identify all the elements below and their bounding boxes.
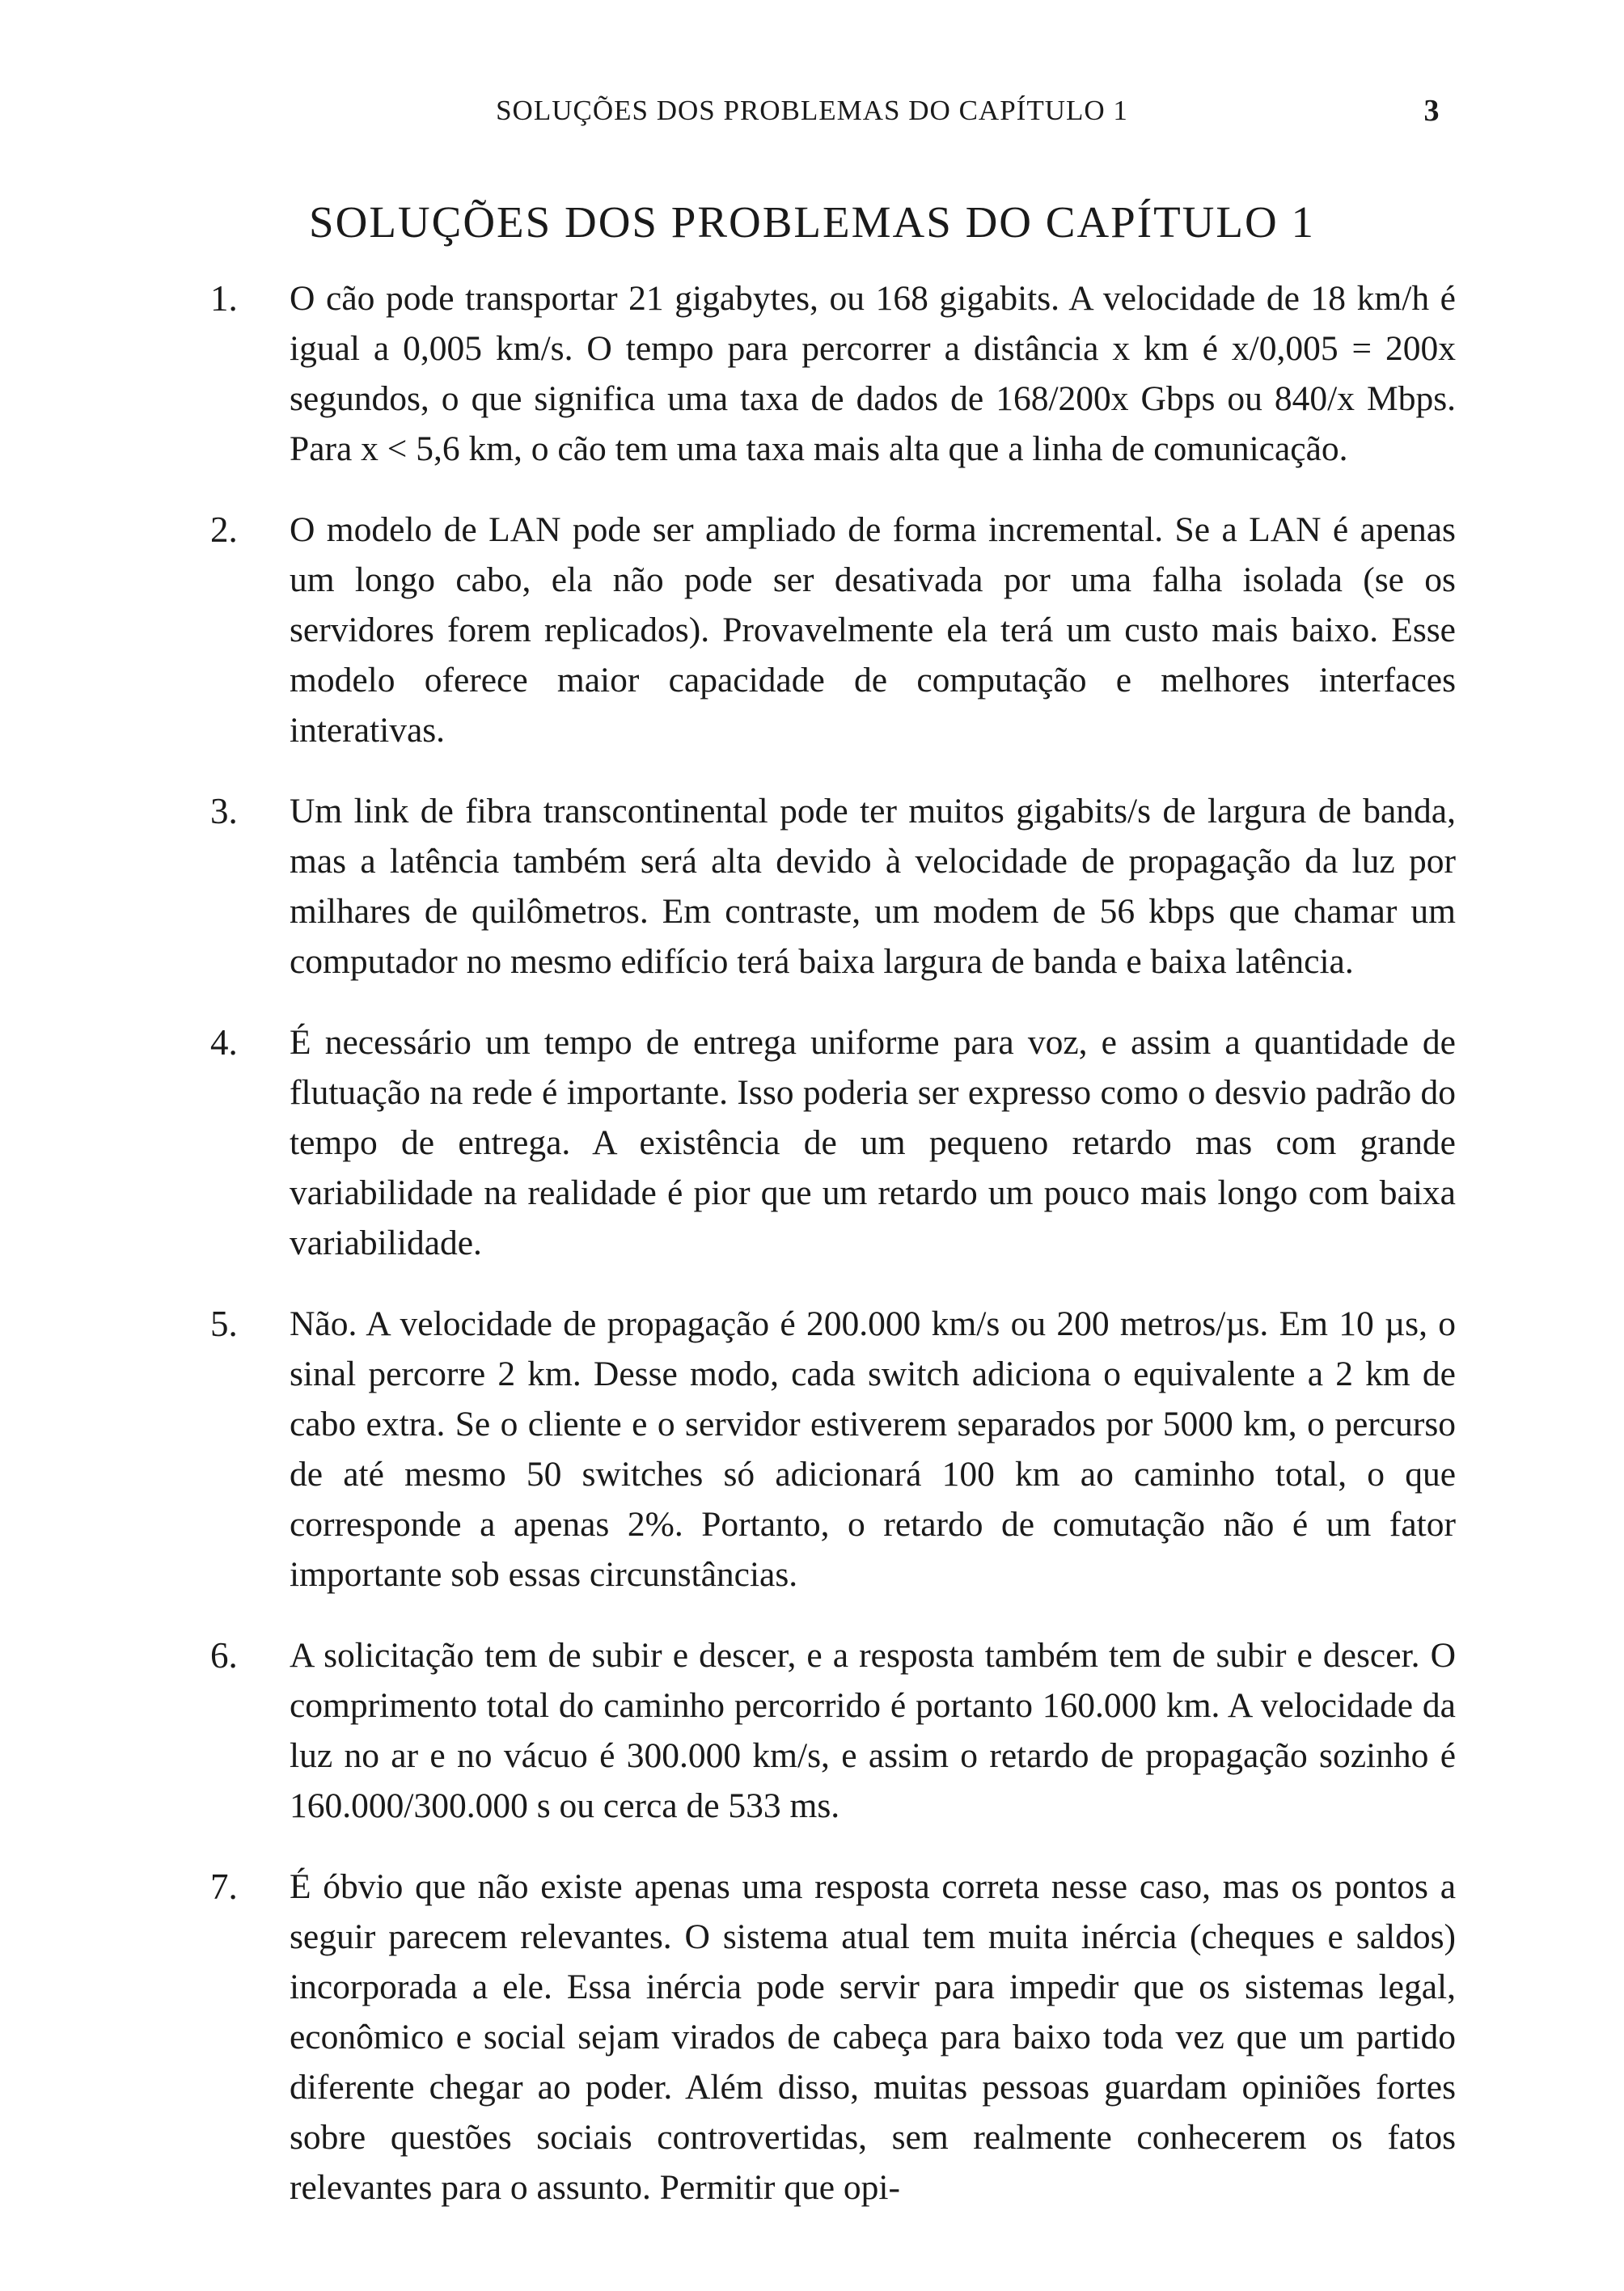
problem-item-1 — [210, 273, 1456, 474]
problem-text: A solicitação tem de subir e descer, e a resposta também tem de subir e descer. O comprimento total do caminho percorrido é portanto 160.000 km. A velocidade da luz no ar e no vácuo é 300.000 km/s, e assim o retardo de propagação sozinho é 160.000/300.000 s ou cerca de 533 ms. — [290, 1636, 1456, 1825]
problem-item-5 — [210, 1299, 1456, 1600]
running-header — [0, 91, 1624, 131]
problem-text: O modelo de LAN pode ser ampliado de forma incremental. Se a LAN é apenas um longo cabo, ela não pode ser desativada por uma falha isolada (se os servidores forem replicados). Provavelmente ela terá um custo mais baixo. Esse modelo oferece maior capacidade de computação e melhores interfaces interativas. — [290, 510, 1456, 750]
problem-item-7 — [210, 1862, 1456, 2213]
problem-item-3 — [210, 786, 1456, 987]
problem-item-4 — [210, 1017, 1456, 1268]
problem-text: É necessário um tempo de entrega uniforme para voz, e assim a quantidade de flutuação na rede é importante. Isso poderia ser expresso como o desvio padrão do tempo de entrega. A existência de um pequeno retardo mas com grande variabilidade na realidade é pior que um retardo um pouco mais longo com baixa variabilidade. — [290, 1023, 1456, 1262]
problem-item-6 — [210, 1630, 1456, 1831]
problem-text: Não. A velocidade de propagação é 200.000 km/s ou 200 metros/µs. Em 10 µs, o sinal percorre 2 km. Desse modo, cada switch adiciona o equivalente a 2 km de cabo extra. Se o cliente e o servidor estiverem separados por 5000 km, o percurso de até mesmo 50 switches só adicionará 100 km ao caminho total, o que corresponde a apenas 2%. Portanto, o retardo de comutação não é um fator importante sob essas circunstâncias. — [290, 1304, 1456, 1594]
problem-number: 1. — [210, 278, 238, 319]
problem-number: 3. — [210, 791, 238, 831]
page-number: 3 — [1423, 94, 1440, 128]
running-title: SOLUÇÕES DOS PROBLEMAS DO CAPÍTULO 1 — [496, 95, 1128, 126]
problem-list — [210, 273, 1456, 2243]
problem-number: 5. — [210, 1304, 238, 1344]
chapter-title: SOLUÇÕES DOS PROBLEMAS DO CAPÍTULO 1 — [309, 197, 1315, 247]
problem-item-2 — [210, 505, 1456, 755]
problem-number: 2. — [210, 509, 238, 550]
problem-number: 7. — [210, 1866, 238, 1907]
problem-number: 6. — [210, 1635, 238, 1676]
problem-text: É óbvio que não existe apenas uma resposta correta nesse caso, mas os pontos a seguir parecem relevantes. O sistema atual tem muita inércia (cheques e saldos) incorporada a ele. Essa inércia pode servir para impedir que os sistemas legal, econômico e social sejam virados de cabeça para baixo toda vez que um partido diferente chegar ao poder. Além disso, muitas pessoas guardam opiniões fortes sobre questões sociais controvertidas, sem realmente conhecerem os fatos relevantes para o assunto. Permitir que opi- — [290, 1867, 1456, 2207]
problem-text: Um link de fibra transcontinental pode ter muitos gigabits/s de largura de banda, mas a latência também será alta devido à velocidade de propagação da luz por milhares de quilômetros. Em contraste, um modem de 56 kbps que chamar um computador no mesmo edifício terá baixa largura de banda e baixa latência. — [290, 792, 1456, 981]
problem-text: O cão pode transportar 21 gigabytes, ou 168 gigabits. A velocidade de 18 km/h é igual a 0,005 km/s. O tempo para percorrer a distância x km é x/0,005 = 200x segundos, o que significa uma taxa de dados de 168/200x Gbps ou 840/x Mbps. Para x < 5,6 km, o cão tem uma taxa mais alta que a linha de comunicação. — [290, 279, 1456, 468]
problem-number: 4. — [210, 1022, 238, 1063]
